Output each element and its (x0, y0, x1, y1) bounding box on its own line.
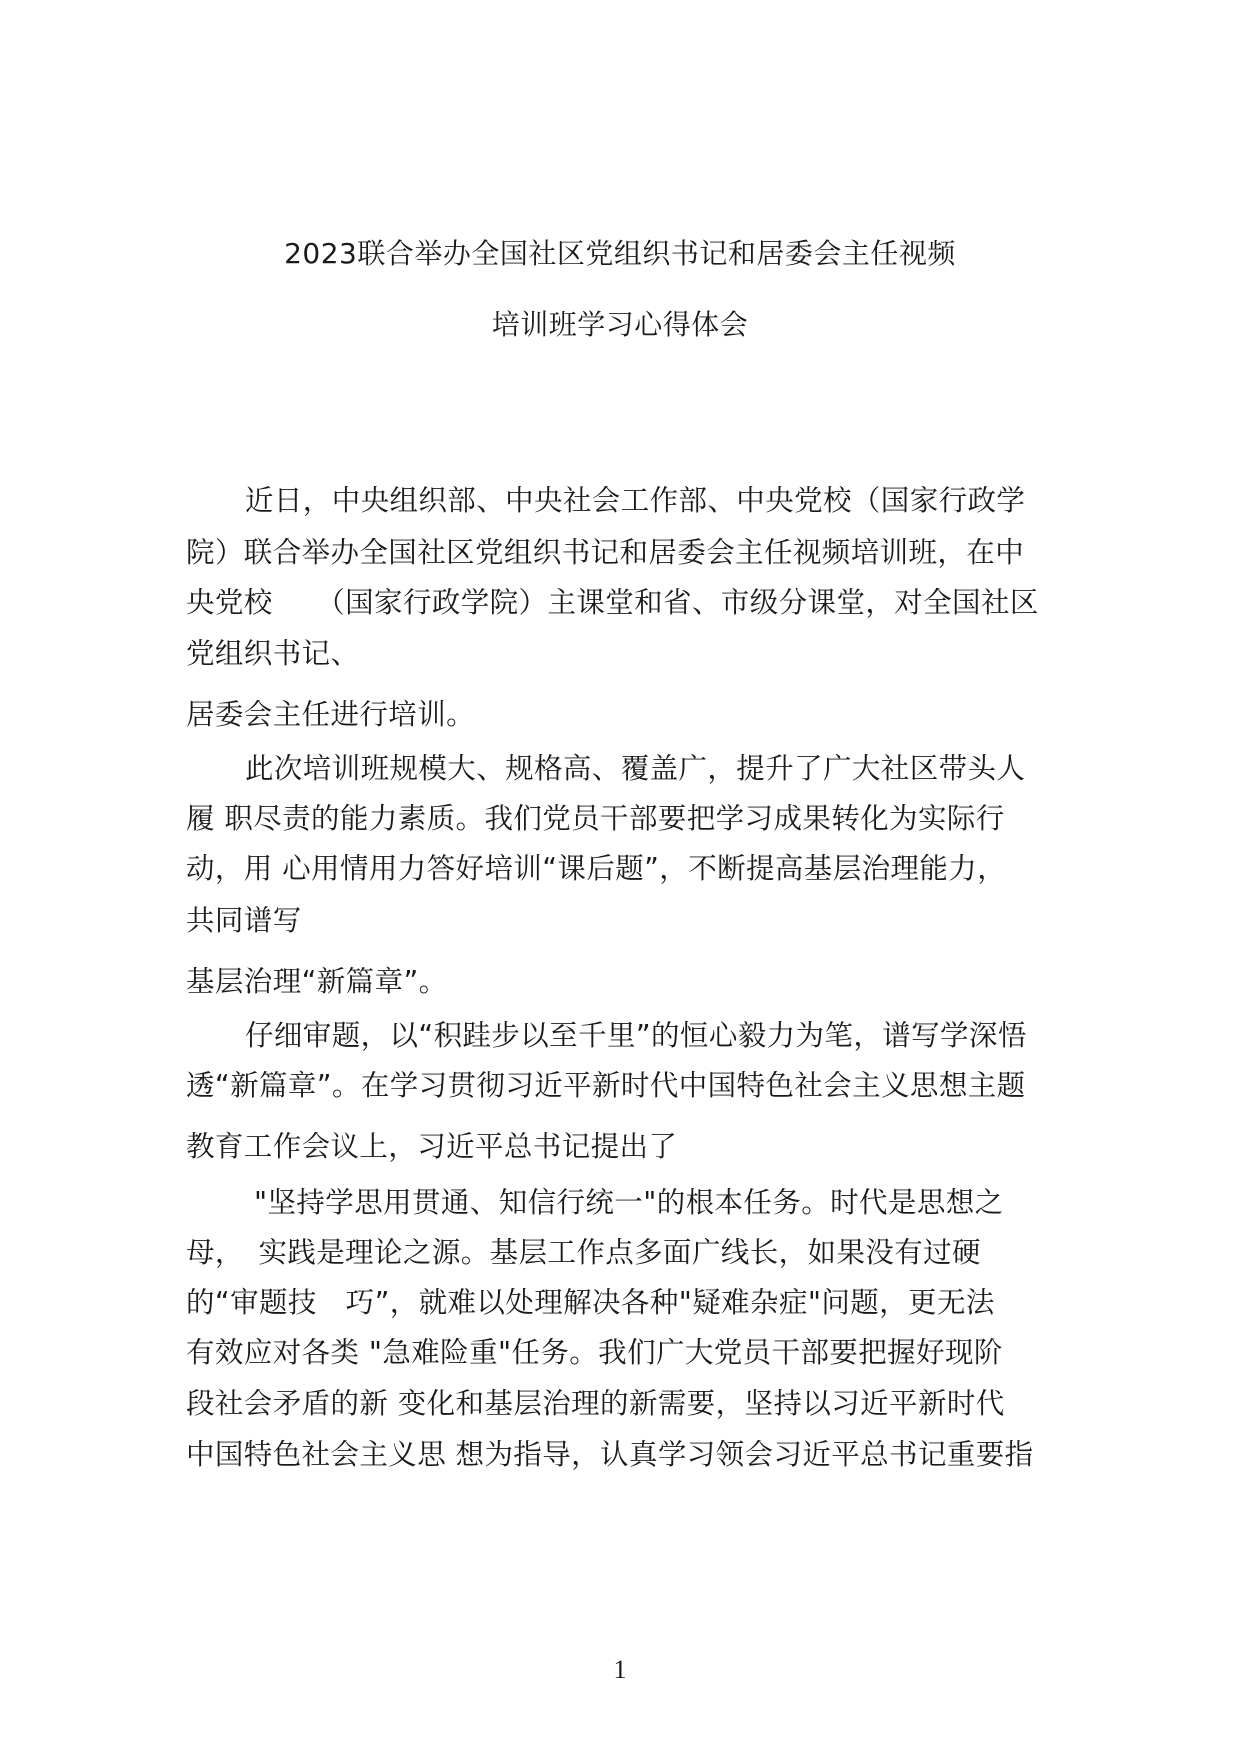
body-line: 此次培训班规模大、规格高、覆盖广，提升了广大社区带头人 (245, 752, 1026, 785)
body-line: 中国特色社会主义思 想为指导，认真学习领会习近平总书记重要指 (186, 1438, 1034, 1471)
body-line: 院）联合举办全国社区党组织书记和居委会主任视频培训班，在中 (186, 536, 1025, 569)
document-title-line-2: 培训班学习心得体会 (491, 308, 749, 341)
page-number: 1 (613, 1655, 627, 1684)
body-line: 近日，中央组织部、中央社会工作部、中央党校（国家行政学 (245, 484, 1026, 517)
body-line: 共同谱写 (186, 904, 302, 937)
document-title-line-1: 2023联合举办全国社区党组织书记和居委会主任视频 (284, 237, 956, 270)
body-line: 仔细审题，以“积跬步以至千里”的恒心毅力为笔，谱写学深悟 (245, 1019, 1027, 1052)
body-line: 基层治理“新篇章”。 (186, 965, 448, 998)
body-line: 的“审题技 巧”，就难以处理解决各种"疑难杂症"问题，更无法 (186, 1286, 995, 1319)
body-line: 有效应对各类 "急难险重"任务。我们广大党员干部要把握好现阶 (186, 1336, 1003, 1369)
body-line: "坚持学思用贯通、知信行统一"的根本任务。时代是思想之 (254, 1186, 1004, 1219)
body-line: 央党校 （国家行政学院）主课堂和省、市级分课堂，对全国社区 (186, 586, 1039, 619)
body-line: 母， 实践是理论之源。基层工作点多面广线长，如果没有过硬 (186, 1236, 981, 1269)
body-line: 党组织书记、 (186, 637, 360, 670)
body-line: 居委会主任进行培训。 (186, 698, 476, 731)
body-line: 履 职尽责的能力素质。我们党员干部要把学习成果转化为实际行 (186, 802, 1005, 835)
body-line: 透“新篇章”。在学习贯彻习近平新时代中国特色社会主义思想主题 (186, 1069, 1026, 1102)
body-line: 教育工作会议上，习近平总书记提出了 (186, 1130, 678, 1163)
body-line: 动，用 心用情用力答好培训“课后题”，不断提高基层治理能力， (186, 852, 1007, 885)
body-line: 段社会矛盾的新 变化和基层治理的新需要，坚持以习近平新时代 (186, 1387, 1005, 1420)
